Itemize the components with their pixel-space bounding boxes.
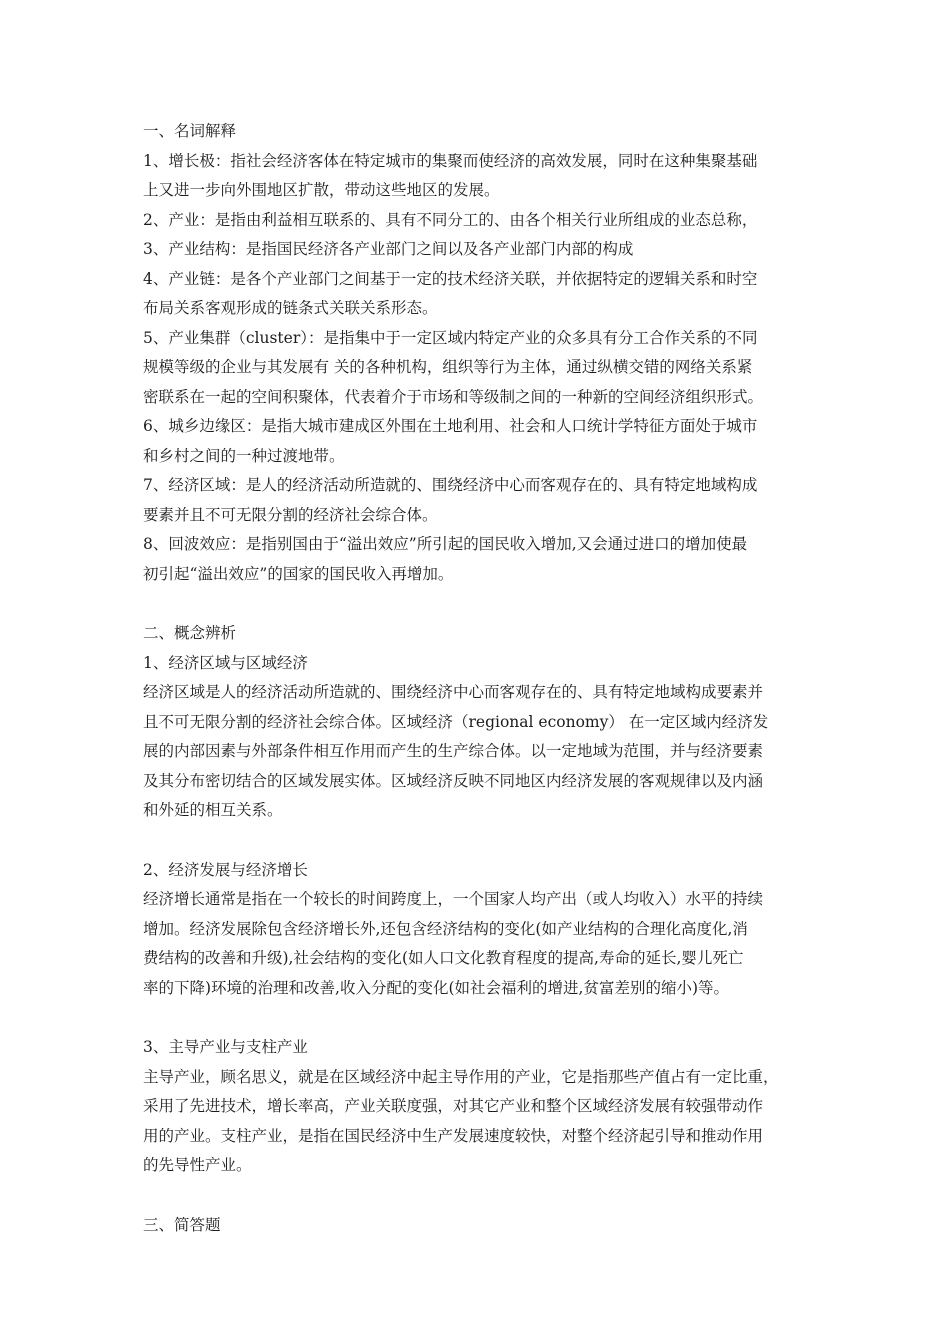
text-line: 展的内部因素与外部条件相互作用而产生的生产综合体。以一定地域为范围，并与经济要素: [143, 742, 764, 760]
document-page: [143, 117, 813, 1240]
section-3-title: 三、简答题: [143, 1215, 221, 1234]
spacer: [143, 826, 813, 856]
text-line: 用的产业。支柱产业，是指在国民经济中生产发展速度较快，对整个经济起引导和推动作用: [143, 1126, 764, 1145]
text-line: 初引起“溢出效应”的国家的国民收入再增加。: [143, 564, 454, 583]
text-line: 5、产业集群（cluster）：是指集中于一定区域内特定产业的众多具有分工合作关系的不同: [143, 328, 758, 347]
text-line: 上又进一步向外围地区扩散，带动这些地区的发展。: [143, 181, 500, 199]
text-line: 要素并且不可无限分割的经济社会综合体。: [143, 505, 438, 524]
section-1-body: [143, 147, 813, 590]
text-line: 规模等级的企业与其发展有 关的各种机构，组织等行为主体，通过纵横交错的网络关系紧: [143, 358, 753, 376]
text-line: 及其分布密切结合的区域发展实体。区域经济反映不同地区内经济发展的客观规律以及内涵: [143, 771, 764, 790]
spacer: [143, 589, 813, 619]
text-line: 和乡村之间的一种过渡地带。: [143, 446, 345, 465]
text-line: 6、城乡边缘区：是指大城市建成区外围在土地利用、社会和人口统计学特征方面处于城市: [143, 417, 758, 435]
subsection-2-title: 2、经济发展与经济增长: [143, 860, 308, 879]
text-line: 1、增长极：指社会经济客体在特定城市的集聚而使经济的高效发展，同时在这种集聚基础: [143, 151, 758, 170]
subsection-2-body: [143, 885, 813, 1003]
text-line: 经济增长通常是指在一个较长的时间跨度上，一个国家人均产出（或人均收入）水平的持续: [143, 890, 764, 908]
text-line: 主导产业，顾名思义，就是在区域经济中起主导作用的产业，它是指那些产值占有一定比重，: [143, 1067, 779, 1086]
text-line: 7、经济区域：是人的经济活动所造就的、围绕经济中心而客观存在的、具有特定地域构成: [143, 476, 758, 494]
subsection-3-title: 3、主导产业与支柱产业: [143, 1038, 308, 1056]
text-line: 4、产业链：是各个产业部门之间基于一定的技术经济关联，并依据特定的逻辑关系和时空: [143, 269, 758, 288]
spacer: [143, 1003, 813, 1033]
text-line: 经济区域是人的经济活动所造就的、围绕经济中心而客观存在的、具有特定地域构成要素并: [143, 683, 764, 701]
text-line: 的先导性产业。: [143, 1156, 252, 1174]
text-line: 增加。经济发展除包含经济增长外,还包含经济结构的变化(如产业结构的合理化高度化,消: [143, 919, 748, 938]
text-line: 采用了先进技术，增长率高，产业关联度强，对其它产业和整个区域经济发展有较强带动作: [143, 1097, 764, 1115]
subsection-1-title: 1、经济区域与区域经济: [143, 653, 308, 672]
text-line: 率的下降)环境的治理和改善,收入分配的变化(如社会福利的增进,贫富差别的缩小)等。: [143, 978, 729, 997]
text-line: 费结构的改善和升级),社会结构的变化(如人口文化教育程度的提高,寿命的延长,婴儿死亡: [143, 949, 744, 967]
text-line: 3、产业结构：是指国民经济各产业部门之间以及各产业部门内部的构成: [143, 240, 634, 258]
text-line: 和外延的相互关系。: [143, 801, 283, 819]
subsection-3-body: [143, 1063, 813, 1181]
spacer: [143, 1181, 813, 1211]
text-line: 布局关系客观形成的链条式关联关系形态。: [143, 299, 438, 317]
section-2-title: 二、概念辨析: [143, 624, 237, 642]
section-1-title: 一、名词解释: [143, 122, 237, 140]
text-line: 且不可无限分割的经济社会综合体。区域经济（regional economy） 在一定区域内经济发: [143, 712, 769, 731]
text-line: 2、产业：是指由利益相互联系的、具有不同分工的、由各个相关行业所组成的业态总称，: [143, 210, 758, 229]
text-line: 密联系在一起的空间积聚体，代表着介于市场和等级制之间的一种新的空间经济组织形式。: [143, 387, 764, 406]
subsection-1-body: [143, 678, 813, 826]
text-line: 8、回波效应：是指别国由于“溢出效应”所引起的国民收入增加,又会通过进口的增加使最: [143, 535, 748, 553]
